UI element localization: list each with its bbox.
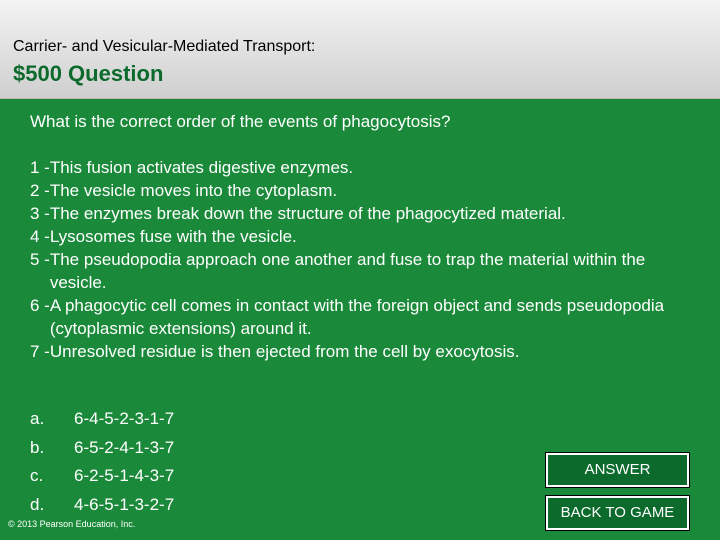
choice-item [30, 434, 174, 463]
choice-value: 6-2-5-1-4-3-7 [74, 466, 175, 485]
step-number: 4 - [30, 227, 50, 246]
step-number: 1 - [30, 158, 50, 177]
step-number: 5 - [30, 250, 50, 269]
choice-value: 4-6-5-1-3-2-7 [74, 494, 175, 514]
choice-item [30, 405, 174, 434]
choice-letter: c. [30, 466, 44, 485]
step-item [30, 202, 670, 225]
step-number: 7 - [30, 342, 50, 361]
step-text: Unresolved residue is then ejected from the cell by exocytosis. [49, 342, 520, 361]
category-title: Carrier- and Vesicular-Mediated Transport: [13, 38, 316, 55]
question-text: What is the correct order of the events of phagocytosis? [30, 112, 451, 131]
step-number: 6 - [30, 296, 50, 315]
step-item [30, 156, 670, 179]
choice-value: 6-4-5-2-3-1-7 [74, 409, 175, 428]
answer-button[interactable]: ANSWER [546, 453, 689, 487]
choice-letter: b. [30, 437, 45, 457]
step-item [30, 294, 670, 340]
step-text: The pseudopodia approach one another and fuse to trap the material within the vesicle. [49, 250, 646, 292]
step-item [30, 248, 670, 294]
choice-item [30, 462, 174, 491]
copyright-notice: © 2013 Pearson Education, Inc. [8, 519, 136, 529]
step-item [30, 179, 670, 202]
choice-value: 6-5-2-4-1-3-7 [74, 437, 175, 457]
back-to-game-button[interactable]: BACK TO GAME [546, 496, 689, 530]
step-text: This fusion activates digestive enzymes. [49, 158, 354, 177]
choice-item [30, 491, 174, 520]
question-value-title: $500 Question [13, 61, 164, 86]
step-text: A phagocytic cell comes in contact with the foreign object and sends pseudopodia (cytoplasmic extensions) around it. [49, 296, 665, 338]
step-number: 3 - [30, 204, 50, 223]
step-text: The vesicle moves into the cytoplasm. [49, 181, 338, 200]
answer-choices [30, 405, 174, 519]
step-item [30, 340, 670, 363]
step-text: Lysosomes fuse with the vesicle. [49, 227, 297, 246]
step-number: 2 - [30, 181, 50, 200]
question-body [30, 110, 670, 363]
header-banner [0, 0, 720, 99]
step-item [30, 225, 670, 248]
choice-letter: a. [30, 409, 45, 428]
choice-letter: d. [30, 494, 45, 514]
step-text: The enzymes break down the structure of the phagocytized material. [49, 204, 566, 223]
